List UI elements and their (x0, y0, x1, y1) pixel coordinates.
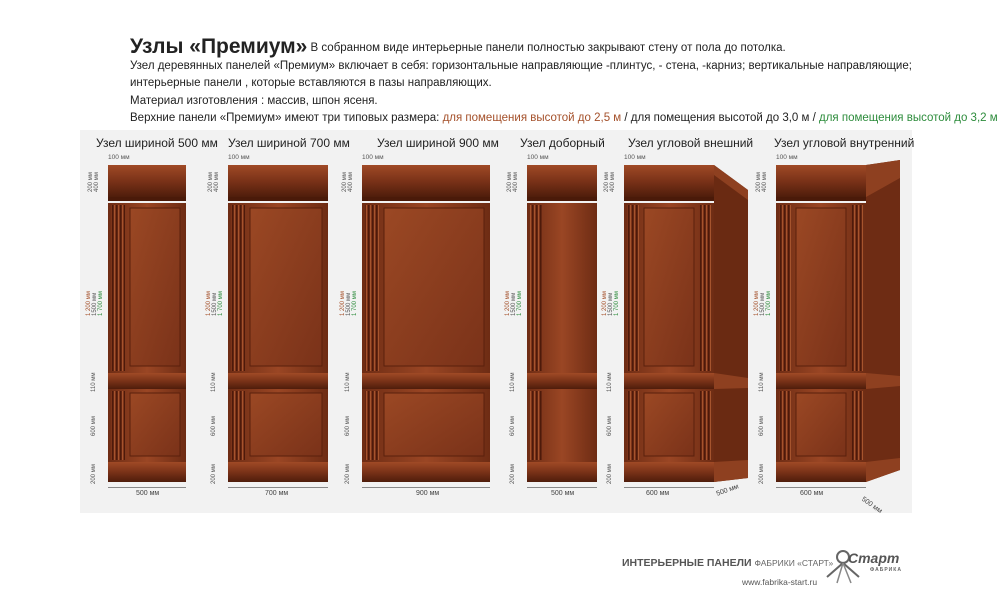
width-line-0 (108, 487, 186, 488)
plinth-dobor (527, 462, 597, 482)
cornice-700 (228, 165, 328, 197)
right-pilaster-lower-outer-front (699, 391, 711, 460)
outer-corner-side (714, 165, 748, 482)
dim-plinth-4: 200 мм (607, 464, 613, 484)
dim-upper-b-1: 1500 мм (212, 292, 218, 316)
dim-upper-c-0: 1 700 мм (98, 291, 104, 316)
chair-rail-700 (228, 373, 328, 389)
width-label-500: 500 мм (136, 490, 160, 497)
dim-lower-2: 600 мм (345, 416, 351, 436)
upper-inset-700 (250, 208, 322, 366)
upper-inset-900 (384, 208, 484, 366)
plinth-outer-front (624, 462, 714, 482)
dim-rail-2: 110 мм (345, 372, 351, 392)
dim-upper-b-4: 1500 мм (608, 292, 614, 316)
inner-corner-side (866, 160, 900, 482)
width-label-900: 900 мм (416, 490, 440, 497)
dim-lower-4: 600 мм (607, 416, 613, 436)
dim-upper-b-2: 1500 мм (346, 292, 352, 316)
node-title-900: Узел шириной 900 мм (377, 136, 499, 150)
dim-cornice-1: 200 мм (208, 172, 214, 192)
dim-plinth-1: 200 мм (211, 464, 217, 484)
dim-cornice-4: 200 мм (604, 172, 610, 192)
dim-upper-a-1: 1 200 мм (206, 291, 212, 316)
plinth-900 (362, 462, 490, 482)
dim-top-5: 100 мм (776, 154, 798, 161)
left-pilaster-upper-outer-front (627, 205, 639, 371)
dim-cornice-2-2: 400 мм (348, 172, 354, 192)
left-pilaster-lower-700 (231, 391, 245, 460)
cornice-inner-front (776, 165, 866, 197)
right-pilaster-upper-inner-front (851, 205, 863, 371)
outer-corner-side-plinth (714, 460, 748, 482)
width-label-700: 700 мм (265, 490, 289, 497)
lower-inset-500 (130, 393, 180, 456)
right-pilaster-upper-outer-front (699, 205, 711, 371)
dim-lower-5: 600 мм (759, 416, 765, 436)
logo-text: Старт (848, 550, 900, 566)
dim-plinth-5: 200 мм (759, 464, 765, 484)
width-line-3 (527, 487, 597, 488)
size-2-5: для помещения высотой до 2,5 м (442, 112, 622, 124)
dim-cornice-2-0: 400 мм (94, 172, 100, 192)
cornice-500 (108, 165, 186, 197)
dim-plinth-0: 200 мм (91, 464, 97, 484)
dim-lower-0: 600 мм (91, 416, 97, 436)
dim-top-4: 100 мм (624, 154, 646, 161)
footer-brand-main: ИНТЕРЬЕРНЫЕ ПАНЕЛИ (622, 557, 752, 569)
node-title-700: Узел шириной 700 мм (228, 136, 350, 150)
logo-subtext: ФАБРИКА (870, 567, 902, 573)
cornice-shadow-900 (362, 197, 490, 201)
inner-corner-side-plinth (866, 458, 900, 482)
cornice-dobor (527, 165, 597, 197)
header-line-3: интерьерные панели , которые вставляются в пазы направляющих. (130, 77, 492, 89)
plinth-inner-front (776, 462, 866, 482)
dim-upper-a-4: 1 200 мм (602, 291, 608, 316)
chair-rail-outer-front (624, 373, 714, 389)
dim-cornice-0: 200 мм (88, 172, 94, 192)
dim-upper-c-3: 1 700 мм (517, 291, 523, 316)
dim-upper-c-1: 1 700 мм (218, 291, 224, 316)
header-intro: В собранном виде интерьерные панели полностью закрывают стену от пола до потолка. (307, 42, 786, 54)
dim-cornice-2-3: 400 мм (513, 172, 519, 192)
header-line-2: Узел деревянных панелей «Премиум» включает в себя: горизонтальные направляющие -плинтус, - стена, -карниз; вертикальные направляющие; (130, 59, 912, 72)
dim-upper-c-5: 1 700 мм (766, 291, 772, 316)
dim-rail-5: 110 мм (759, 372, 765, 392)
chair-rail-500 (108, 373, 186, 389)
dim-cornice-2-5: 400 мм (762, 172, 768, 192)
dim-rail-1: 110 мм (211, 372, 217, 392)
width-line-2 (362, 487, 490, 488)
cornice-shadow-outer-front (624, 197, 714, 201)
left-pilaster-upper-inner-front (779, 205, 791, 371)
cornice-shadow-inner-front (776, 197, 866, 201)
width-label-dobor: 500 мм (551, 490, 575, 497)
dim-plinth-3: 200 мм (510, 464, 516, 484)
left-pilaster-upper-700 (231, 205, 245, 371)
cornice-shadow-dobor (527, 197, 597, 201)
cornice-shadow-700 (228, 197, 328, 201)
dim-cornice-2-1: 400 мм (214, 172, 220, 192)
page-title: Узлы «Премиум» (130, 35, 308, 58)
width-line-5 (776, 487, 866, 488)
chair-rail-inner-front (776, 373, 866, 389)
footer-brand (622, 557, 833, 569)
width-label-outer-front: 600 мм (646, 490, 670, 497)
dim-upper-a-5: 1 200 мм (754, 291, 760, 316)
node-title-inner-corner: Узел угловой внутренний (774, 136, 915, 150)
dim-cornice-2: 200 мм (342, 172, 348, 192)
left-pilaster-lower-inner-front (779, 391, 791, 460)
right-pilaster-lower-inner-front (851, 391, 863, 460)
dim-top-1: 100 мм (228, 154, 250, 161)
left-pilaster-lower-outer-front (627, 391, 639, 460)
cornice-900 (362, 165, 490, 197)
dim-top-3: 100 мм (527, 154, 549, 161)
dim-upper-c-2: 1 700 мм (352, 291, 358, 316)
plinth-500 (108, 462, 186, 482)
dim-upper-b-5: 1500 мм (760, 292, 766, 316)
width-label-inner-front: 600 мм (800, 490, 824, 497)
width-line-1 (228, 487, 328, 488)
dim-cornice-2-4: 400 мм (610, 172, 616, 192)
upper-inset-outer-front (644, 208, 694, 366)
width-label-inner-side: 500 мм (860, 495, 884, 516)
width-line-4 (624, 487, 714, 488)
width-label-outer-side: 500 мм (715, 483, 740, 498)
left-pilaster-lower-dobor (530, 391, 542, 460)
left-pilaster-lower-500 (111, 391, 125, 460)
sizes-intro: Верхние панели «Премиум» имеют три типовых размера: (130, 112, 443, 124)
dim-lower-3: 600 мм (510, 416, 516, 436)
cornice-outer-front (624, 165, 714, 197)
plinth-700 (228, 462, 328, 482)
footer-brand-sub: ФАБРИКИ «СТАРТ» (754, 558, 834, 568)
dim-rail-0: 110 мм (91, 372, 97, 392)
upper-inset-500 (130, 208, 180, 366)
dim-cornice-5: 200 мм (756, 172, 762, 192)
cornice-shadow-500 (108, 197, 186, 201)
lower-inset-inner-front (796, 393, 846, 456)
footer-url[interactable]: www.fabrika-start.ru (742, 577, 818, 587)
dim-upper-a-0: 1 200 мм (86, 291, 92, 316)
node-title-outer-corner: Узел угловой внешний (628, 136, 754, 150)
size-3-0: / для помещения высотой до 3,0 м / (621, 112, 820, 124)
dim-upper-b-3: 1500 мм (511, 292, 517, 316)
lower-inset-700 (250, 393, 322, 456)
size-3-2: для помещения высотой до 3,2 м (819, 112, 998, 124)
lower-inset-outer-front (644, 393, 694, 456)
dim-upper-a-2: 1 200 мм (340, 291, 346, 316)
dim-lower-1: 600 мм (211, 416, 217, 436)
dim-upper-c-4: 1 700 мм (614, 291, 620, 316)
dim-upper-b-0: 1500 мм (92, 292, 98, 316)
dim-plinth-2: 200 мм (345, 464, 351, 484)
left-pilaster-upper-500 (111, 205, 125, 371)
dim-rail-3: 110 мм (510, 372, 516, 392)
chair-rail-dobor (527, 373, 597, 389)
chair-rail-900 (362, 373, 490, 389)
dim-rail-4: 110 мм (607, 372, 613, 392)
lower-inset-900 (384, 393, 484, 456)
dim-top-2: 100 мм (362, 154, 384, 161)
left-pilaster-lower-900 (365, 391, 379, 460)
node-title-dobor: Узел доборный (520, 136, 605, 150)
left-pilaster-upper-dobor (530, 205, 542, 371)
dim-upper-a-3: 1 200 мм (505, 291, 511, 316)
header-line-4: Материал изготовления : массив, шпон ясеня. (130, 94, 378, 107)
node-title-500: Узел шириной 500 мм (96, 136, 218, 150)
left-pilaster-upper-900 (365, 205, 379, 371)
dim-cornice-3: 200 мм (507, 172, 513, 192)
dim-top-0: 100 мм (108, 154, 130, 161)
upper-inset-inner-front (796, 208, 846, 366)
